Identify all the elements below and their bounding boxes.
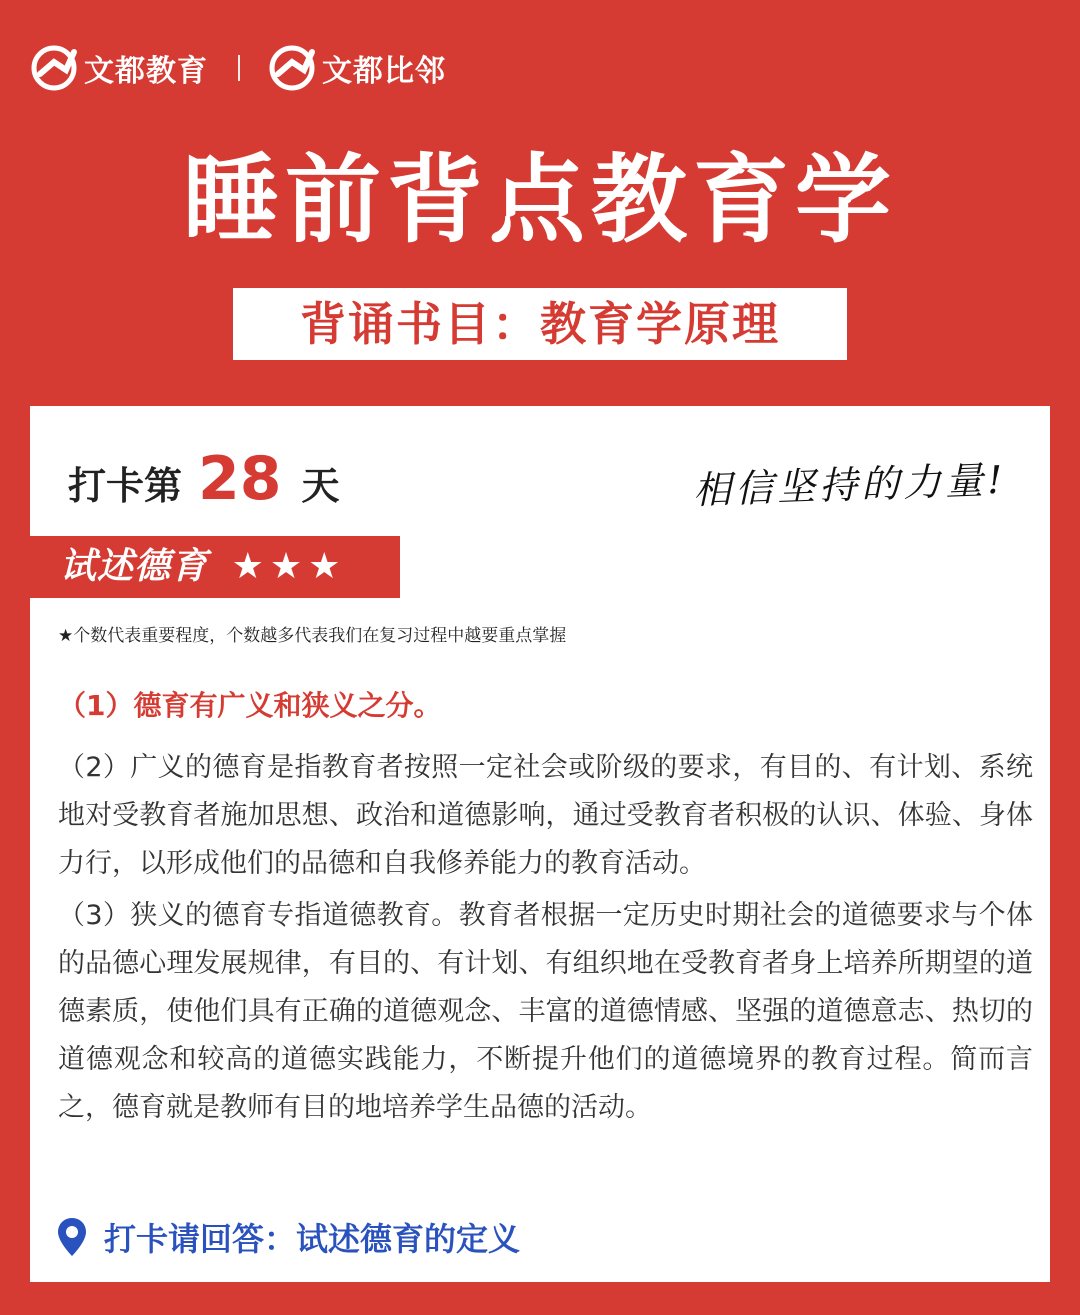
checkin-day-number: 28	[198, 444, 282, 514]
checkin-prompt-text: 打卡请回答：试述德育的定义	[104, 1220, 521, 1258]
book-subtitle: 背诵书目：教育学原理	[233, 288, 847, 360]
brand-bar	[30, 40, 446, 96]
checkin-day	[68, 444, 340, 514]
point-3: （3）狭义的德育专指道德教育。教育者根据一定历史时期社会的道德要求与个体的品德心理发展规律，有目的、有计划、有组织地在受教育者身上培养所期望的道德素质，使他们具有正确的道德观念、丰富的道德情感、坚强的道德意志、热切的道德观念和较高的道德实践能力，不断提升他们的道德境界的教育过程。简而言之，德育就是教师有目的地培养学生品德的活动。	[58, 900, 1033, 1123]
content-card	[30, 406, 1050, 1282]
topic-label: 试述德育	[60, 546, 209, 587]
checkin-prompt	[58, 1214, 520, 1260]
brand-divider	[238, 55, 240, 81]
checkin-prefix: 打卡第	[68, 464, 183, 508]
point-2: （2）广义的德育是指教育者按照一定社会或阶级的要求，有目的、有计划、系统地对受教育者施加思想、政治和道德影响，通过受教育者积极的认识、体验、身体力行，以形成他们的品德和自我修养能力的教育活动。	[58, 752, 1033, 879]
motto-handwriting: 相信坚持的力量!	[692, 457, 1007, 513]
page-title: 睡前背点教育学	[183, 144, 897, 256]
wendu-logo-icon	[268, 44, 316, 92]
brand-left-name: 文都教育	[84, 54, 208, 89]
wendu-logo-icon	[30, 44, 78, 92]
brand-wendu-bilin	[268, 44, 446, 92]
importance-note: ★个数代表重要程度，个数越多代表我们在复习过程中越要重点掌握	[58, 626, 567, 646]
brand-right-name: 文都比邻	[322, 54, 446, 89]
point-1: （1）德育有广义和狭义之分。	[58, 689, 442, 722]
answer-content	[58, 686, 1033, 1136]
topic-stars: ★★★	[231, 546, 347, 587]
checkin-suffix: 天	[301, 464, 340, 508]
topic-banner	[0, 536, 400, 598]
location-pin-icon	[58, 1218, 86, 1256]
brand-wendu-education	[30, 44, 208, 92]
